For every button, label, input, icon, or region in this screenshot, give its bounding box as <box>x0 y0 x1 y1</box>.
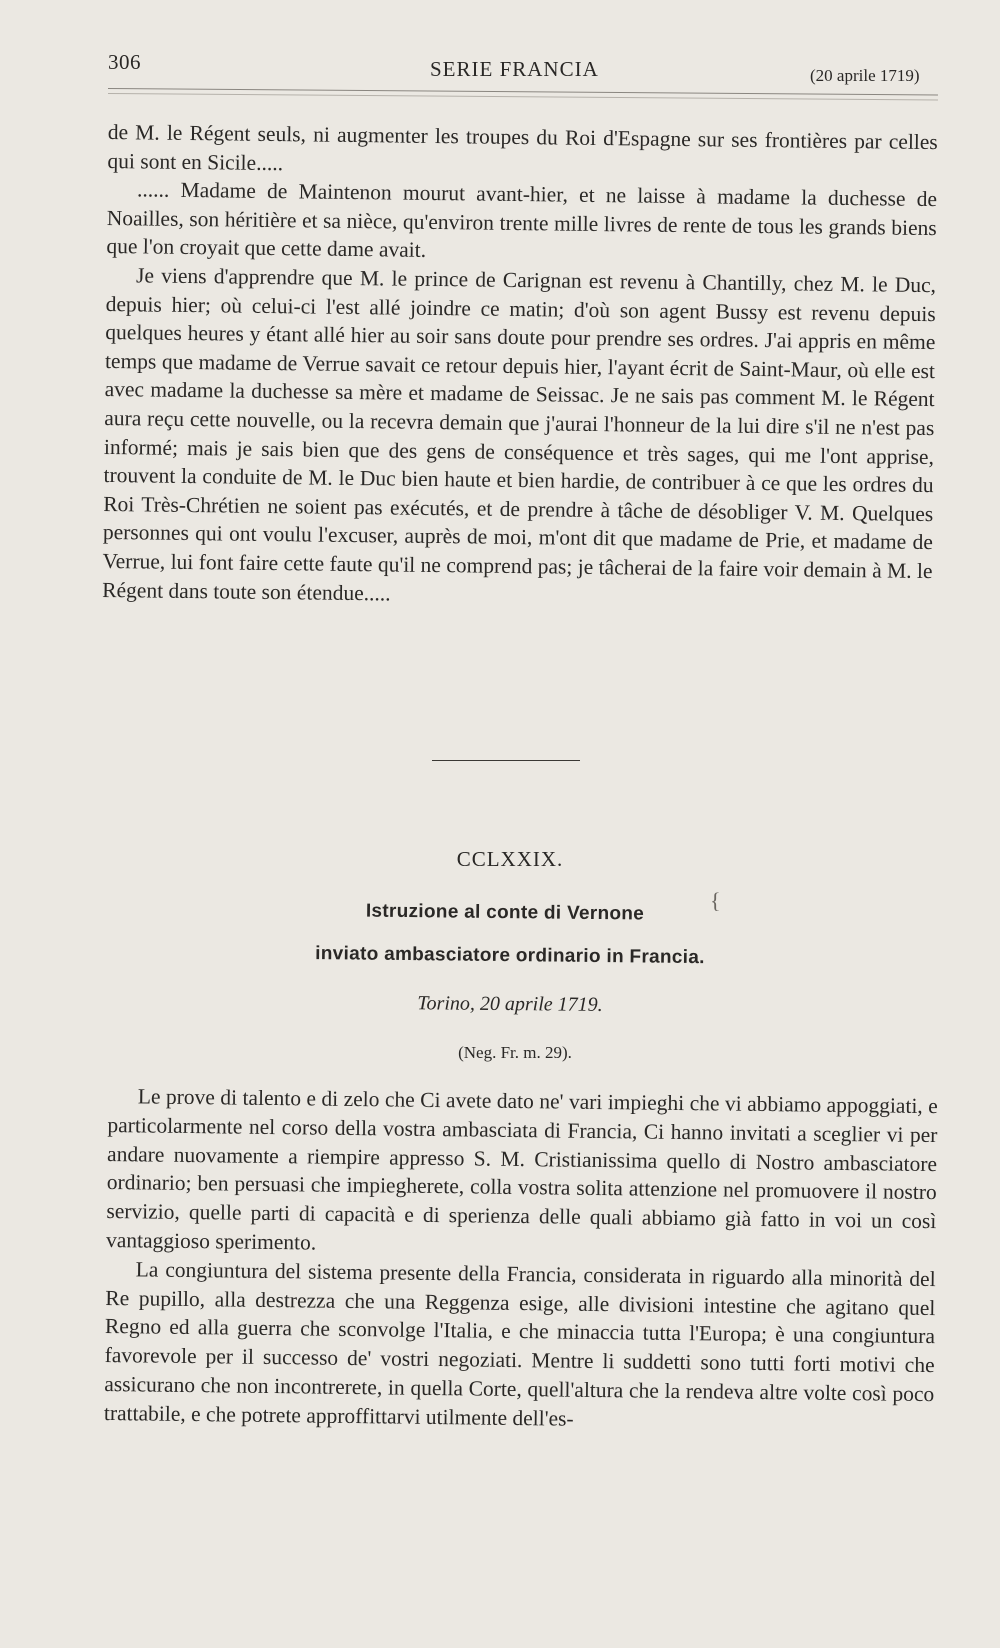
place-and-date: Torino, 20 aprile 1719. <box>417 992 603 1016</box>
paragraph: Le prove di talento e di zelo che Ci avete dato ne' vari impieghi che vi abbiamo appoggiati, e particolarmente nel corso della vostra ambasciata di Francia, Ci hanno invitati a sceglier vi per andare nuovamente a riempire appresso S. M. Cristianissima quello di Nostro ambasciatore ordinario; ben persuasi che impiegherete, colla vostra solita attenzione nel promuovere il nostro servizio, quelle parti di capacità e di sperienza delle quali abbiamo già fatto in voi un così vantaggioso sperimento. <box>105 1084 938 1255</box>
document-number: CCLXXIX. <box>456 847 564 871</box>
paragraph: Je viens d'apprendre que M. le prince de Carignan est revenu à Chantilly, chez M. le Duc, depuis hier; où celui-ci l'est allé joindre ce matin; d'où son agent Bussy est revenu depuis quelques heures y étant allé hier au soir sans doute pour prendre ses ordres. J'ai appris en même temps que madame de Verrue savait ce retour depuis hier, l'ayant écrit de Saint-Maur, où elle est avec madame la duchesse sa mère et madame de Seissac. Je ne sais pas comment M. le Régent aura reçu cette nouvelle, ou la recevra demain que j'aurai l'honneur de la lui dire s'il ne n'est pas informé; mais je sais bien que des gens de conséquence et très sages, qui me l'ont apprise, trouvent la conduite de M. le Duc bien haute et bien hardie, de contribuer à ce que les ordres du Roi Très-Chrétien ne soient pas exécutés, et de prendre à tâche de désobliger V. M. Quelques personnes qui ont voulu l'excuser, auprès de moi, m'ont dit que madame de Prie, et madame de Verrue, lui font faire cette faute qu'il ne comprend pas; je tâcherai de la faire voir demain à M. le Régent dans toute son étendue..... <box>102 263 937 605</box>
document-title-line-1: Istruzione al conte di Vernone <box>365 900 645 925</box>
archival-source: (Neg. Fr. m. 29). <box>458 1043 572 1062</box>
document-title-line-2: inviato ambasciatore ordinario in Francia. <box>315 943 705 969</box>
paragraph: de M. le Régent seuls, ni augmenter les troupes du Roi d'Espagne sur ses frontières par celles qui sont en Sicile..... <box>107 119 938 175</box>
running-date: (20 aprile 1719) <box>810 66 920 85</box>
french-letter-text <box>102 118 938 614</box>
brace-mark: { <box>710 888 721 913</box>
section-divider <box>432 760 580 761</box>
page-number: 306 <box>108 50 141 74</box>
running-title: SERIE FRANCIA <box>430 57 599 81</box>
paragraph: La congiuntura del sistema presente della Francia, considerata in riguardo alla minorità del Re pupillo, alla destrezza che una Reggenza esige, alle divisioni intestine che agitano quel Regno ed alla guerra che sconvolge l'Italia, e che minaccia tutta l'Europa; è una congiuntura favorevole per il successo de' vostri negoziati. Mentre li suddetti sono tutti forti motivi che assicurano che non incontrerete, in quella Corte, quell'altura che la rendeva altre volte così poco trattabile, e che potrete approffittarvi utilmente dell'es- <box>103 1257 936 1431</box>
italian-instruction-text <box>104 1082 938 1438</box>
paragraph: ...... Madame de Maintenon mourut avant-hier, et ne laisse à madame la duchesse de Noailles, son héritière et sa nièce, qu'environ trente mille livres de rente de tous les grands biens que l'on croyait que cette dame avait. <box>106 177 938 263</box>
